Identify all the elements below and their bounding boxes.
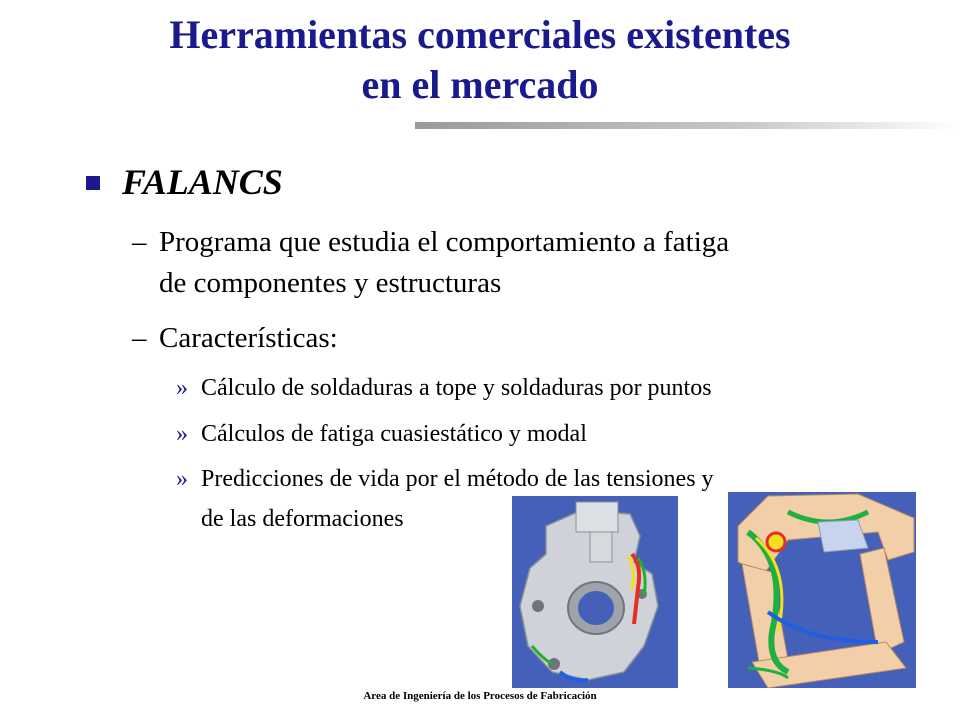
frame-illustration [728, 492, 916, 688]
subitem-fatiga: Cálculos de fatiga cuasiestático y modal [201, 421, 587, 447]
raquo-bullet: » [176, 466, 188, 492]
steering-knuckle-fea-image [512, 496, 678, 688]
dash-bullet: – [132, 226, 147, 258]
frame-structure-fea-image [728, 492, 916, 688]
title-line-1: Herramientas comerciales existentes [169, 12, 791, 57]
item-description-line-2: de componentes y estructuras [159, 267, 502, 299]
title-line-2: en el mercado [361, 62, 599, 107]
footer-caption: Area de Ingeniería de los Procesos de Fabricación [363, 690, 597, 702]
heading-falancs: FALANCS [122, 162, 283, 202]
raquo-bullet: » [176, 421, 188, 447]
dash-bullet: – [132, 322, 147, 354]
knuckle-illustration [512, 496, 678, 688]
item-caracteristicas: Características: [159, 322, 338, 354]
raquo-bullet: » [176, 375, 188, 401]
subitem-predicciones-line-2: de las deformaciones [201, 506, 404, 532]
square-bullet-icon [86, 176, 100, 190]
subitem-predicciones-line-1: Predicciones de vida por el método de las tensiones y [201, 466, 714, 492]
slide-title [0, 10, 960, 110]
title-divider [415, 122, 960, 129]
item-description-line-1: Programa que estudia el comportamiento a fatiga [159, 226, 730, 258]
subitem-soldaduras: Cálculo de soldaduras a tope y soldaduras por puntos [201, 375, 712, 401]
